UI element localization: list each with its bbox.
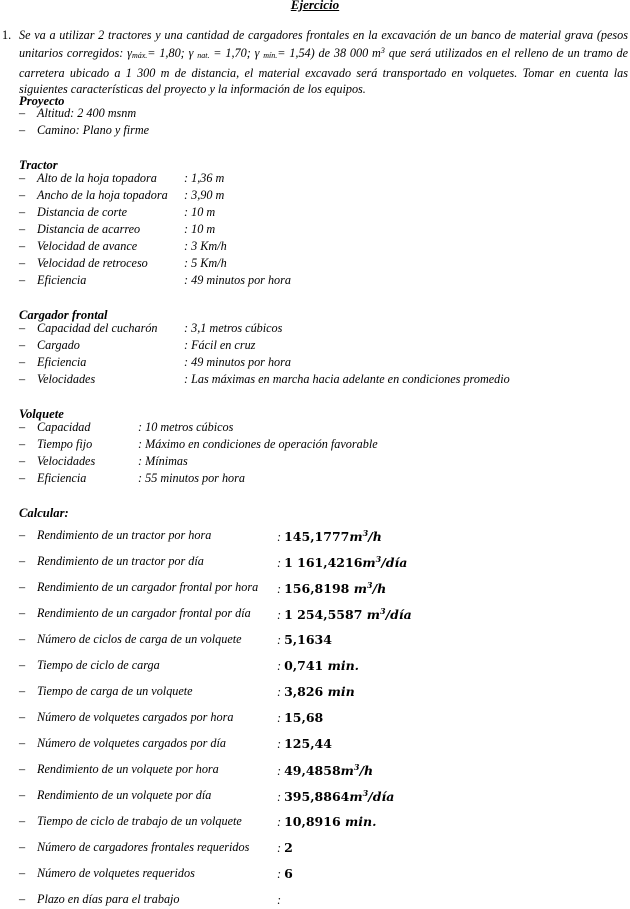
proyecto-list-item [0,123,630,140]
result-unit: min [323,684,355,699]
result-value: : $145,1777m^3/h$ [277,528,382,544]
bullet-dash: – [19,606,26,620]
item-label: Distancia de corte [37,205,128,219]
item-label: Rendimiento de un tractor por día [37,554,204,568]
bullet-dash: – [19,580,26,594]
bullet-dash: – [19,321,26,335]
item-label: Cargado [37,338,80,352]
result-value: : 125,44 [277,736,332,751]
item-value: : 1,36 m [184,171,225,185]
item-value: : 10 m [184,222,216,236]
item-label: Número de volquetes requeridos [37,866,195,880]
problem-text: Se va a utilizar 2 tractores y una cantidad de cargadores frontales en la excavación de un banco de material grava (pesos unitarios corregidos: $\gamma_{máx.}= 1,80$; γ $_{nat.}$ = 1,70; γ $_{mín.}$= 1,54) de 38 000 $m^3$ que será utilizados en el relleno de un tramo de carretera ubicado a 1 300 m de distancia, el material excavado será transportado en volquetes. Tomar en cuenta las siguientes características del proyecto y la información de los equipos. [19,28,628,97]
item-label: Número de volquetes cargados por día [37,736,226,750]
item-value: : Las máximas en marcha hacia adelante en condiciones promedio [184,372,510,386]
section-title-volquete: Volquete [19,407,64,421]
calcular-list-item [0,632,630,649]
result-unit: min. [340,814,377,829]
result-value: : 15,68 [277,710,324,725]
calcular-list-item [0,606,630,623]
item-label: Ancho de la hoja topadora [37,188,168,202]
calcular-list-item [0,788,630,805]
item-label: Velocidad de avance [37,239,138,253]
item-value: : Fácil en cruz [184,338,256,352]
result-value: : 0,741 min. [277,658,360,673]
item-value: : 5 Km/h [184,256,227,270]
cargador-list-item [0,355,630,372]
item-label: Camino: Plano y firme [37,123,150,137]
item-value: : 49 minutos por hora [184,273,291,287]
bullet-dash: – [19,892,26,906]
item-value: : 49 minutos por hora [184,355,291,369]
result-number: 5,1634 [284,632,332,647]
calcular-list-item [0,840,630,857]
section-title-calcular: Calcular: [19,506,69,520]
page-title: Ejercicio [290,0,340,12]
tractor-list-item [0,188,630,205]
result-value: : 6 [277,866,293,881]
item-label: Distancia de acarreo [37,222,141,236]
bullet-dash: – [19,420,26,434]
section-title-proyecto: Proyecto [19,94,65,108]
bullet-dash: – [19,171,26,185]
result-value: : [277,893,282,907]
result-unit: $m^3$/día [362,554,408,570]
cargador-list-item [0,338,630,355]
item-label: Velocidades [37,372,96,386]
bullet-dash: – [19,205,26,219]
calcular-list-item [0,866,630,883]
item-label: Tiempo fijo [37,437,93,451]
result-number: 10,8916 [284,814,341,829]
item-label: Velocidades [37,454,96,468]
calcular-list-item [0,554,630,571]
bullet-dash: – [19,528,26,542]
tractor-list-item [0,239,630,256]
bullet-dash: – [19,866,26,880]
result-value: : 1 254,5587 $m^3$/día [277,606,412,622]
bullet-dash: – [19,788,26,802]
bullet-dash: – [19,840,26,854]
item-label: Altitud: 2 400 msnm [37,106,137,120]
bullet-dash: – [19,239,26,253]
item-label: Capacidad del cucharón [37,321,158,335]
item-number: 1. [2,28,12,42]
item-label: Número de ciclos de carga de un volquete [37,632,242,646]
bullet-dash: – [19,188,26,202]
result-unit: $m^3/h$ [349,528,382,544]
bullet-dash: – [19,355,26,369]
bullet-dash: – [19,632,26,646]
item-label: Eficiencia [37,471,87,485]
proyecto-list-item [0,106,630,123]
result-number: 1 161,4216 [284,555,363,570]
result-unit: $m^3$/día [362,606,412,622]
bullet-dash: – [19,123,26,137]
result-number: 0,741 [284,658,324,673]
item-value: : 10 metros cúbicos [138,420,234,434]
item-value: : Máximo en condiciones de operación favorable [138,437,378,451]
item-label: Velocidad de retroceso [37,256,148,270]
calcular-list-item [0,736,630,753]
item-label: Eficiencia [37,273,87,287]
result-value: : $395,8864m^3$/día [277,788,395,804]
volquete-list-item [0,437,630,454]
tractor-list-item [0,205,630,222]
volquete-list-item [0,454,630,471]
item-label: Eficiencia [37,355,87,369]
bullet-dash: – [19,338,26,352]
bullet-dash: – [19,222,26,236]
result-unit: $m^3$/día [349,788,395,804]
bullet-dash: – [19,256,26,270]
tractor-list-item [0,222,630,239]
volquete-list-item [0,471,630,488]
result-number: 49,4858 [284,763,341,778]
bullet-dash: – [19,658,26,672]
calcular-list-item [0,710,630,727]
result-number: 2 [284,840,293,855]
item-label: Rendimiento de un volquete por día [37,788,212,802]
tractor-list-item [0,273,630,290]
cargador-list-item [0,372,630,389]
item-label: Rendimiento de un volquete por hora [37,762,219,776]
calcular-list-item [0,762,630,779]
result-value: : 156,8198 $m^3/h$ [277,580,387,596]
cargador-list-item [0,321,630,338]
calcular-list-item [0,684,630,701]
item-value: : 10 m [184,205,216,219]
item-label: Rendimiento de un tractor por hora [37,528,212,542]
result-value: : 1 $161,4216m^3$/día [277,554,408,570]
result-number: 156,8198 [284,581,350,596]
result-value: : 5,1634 [277,632,332,647]
item-label: Rendimiento de un cargador frontal por hora [37,580,259,594]
calcular-list-item [0,892,630,909]
item-value: : 55 minutos por hora [138,471,245,485]
item-label: Tiempo de ciclo de carga [37,658,160,672]
item-value: : Mínimas [138,454,188,468]
item-label: Alto de la hoja topadora [37,171,157,185]
result-number: 6 [284,866,293,881]
result-number: 125,44 [284,736,332,751]
result-number: 395,8864 [284,789,350,804]
calcular-list-item [0,528,630,545]
bullet-dash: – [19,106,26,120]
volquete-list-item [0,420,630,437]
result-unit: $m^3/h$ [340,762,374,778]
item-label: Tiempo de ciclo de trabajo de un volquete [37,814,242,828]
item-label: Plazo en días para el trabajo [37,892,180,906]
item-label: Rendimiento de un cargador frontal por día [37,606,251,620]
calcular-list-item [0,814,630,831]
result-value: : 3,826 min [277,684,355,699]
result-value: : $49,4858m^3/h$ [277,762,374,778]
item-value: : 3,1 metros cúbicos [184,321,283,335]
result-unit: min. [323,658,360,673]
item-label: Número de volquetes cargados por hora [37,710,234,724]
tractor-list-item [0,171,630,188]
problem-statement [0,27,628,98]
bullet-dash: – [19,814,26,828]
item-value: : 3,90 m [184,188,225,202]
result-value: : 10,8916 min. [277,814,377,829]
result-number: 3,826 [284,684,324,699]
result-value: : 2 [277,840,293,855]
tractor-list-item [0,256,630,273]
bullet-dash: – [19,372,26,386]
result-number: 1 254,5587 [284,607,363,622]
calcular-list-item [0,580,630,597]
item-label: Número de cargadores frontales requeridos [37,840,250,854]
bullet-dash: – [19,684,26,698]
bullet-dash: – [19,273,26,287]
bullet-dash: – [19,710,26,724]
item-value: : 3 Km/h [184,239,227,253]
item-label: Tiempo de carga de un volquete [37,684,193,698]
result-unit: $m^3/h$ [349,580,387,596]
section-title-tractor: Tractor [19,158,58,172]
bullet-dash: – [19,736,26,750]
bullet-dash: – [19,471,26,485]
bullet-dash: – [19,554,26,568]
calcular-list-item [0,658,630,675]
result-number: 15,68 [284,710,324,725]
item-label: Capacidad [37,420,91,434]
result-number: 145,1777 [284,529,350,544]
bullet-dash: – [19,454,26,468]
bullet-dash: – [19,437,26,451]
bullet-dash: – [19,762,26,776]
section-title-cargador: Cargador frontal [19,308,108,322]
